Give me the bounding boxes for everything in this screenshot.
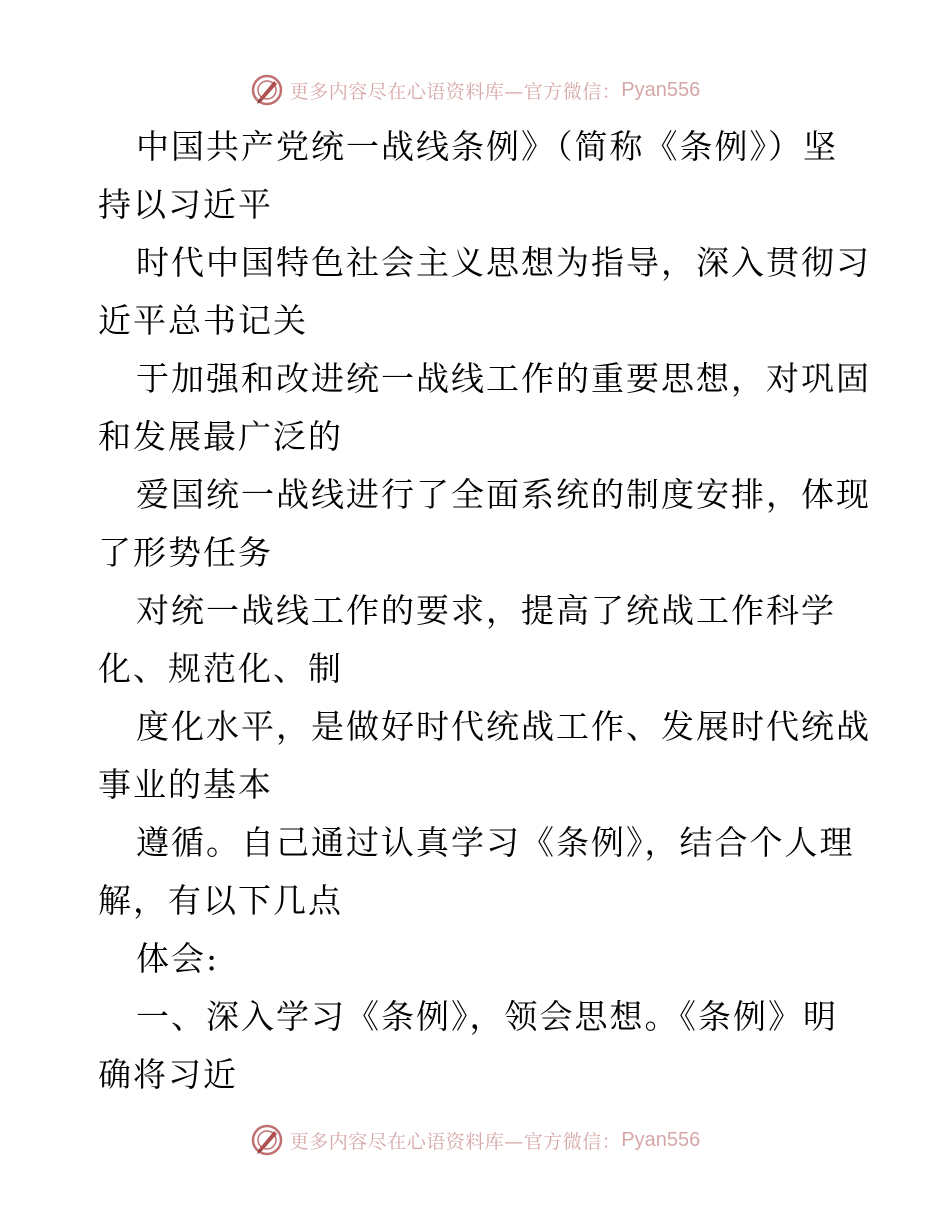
- watermark-text: 更多内容尽在心语资料库—官方微信：: [289, 1130, 622, 1153]
- text-line: 化、规范化、制: [98, 649, 343, 688]
- text-line: 一、深入学习《条例》，领会思想。《条例》明: [136, 997, 838, 1036]
- pen-logo-icon: [250, 1123, 284, 1157]
- text-line: 解，有以下几点: [98, 881, 343, 920]
- text-line: 了形势任务: [98, 533, 273, 572]
- text-line: 持以习近平: [98, 185, 273, 224]
- document-body: [98, 118, 871, 1104]
- text-line: 于加强和改进统一战线工作的重要思想，对巩固: [136, 359, 871, 398]
- footer-watermark: [0, 1120, 950, 1160]
- watermark-wechat-id: Pyan556: [621, 78, 701, 101]
- watermark-text: 更多内容尽在心语资料库—官方微信：: [289, 80, 622, 103]
- header-watermark: [0, 70, 950, 110]
- text-line: 事业的基本: [98, 765, 273, 804]
- text-line: 中国共产党统一战线条例》（简称《条例》）坚: [136, 127, 838, 166]
- text-line: 遵循。自己通过认真学习《条例》，结合个人理: [136, 823, 855, 862]
- text-line: 时代中国特色社会主义思想为指导，深入贯彻习: [136, 243, 871, 282]
- text-line: 近平总书记关: [98, 301, 308, 340]
- text-line: 和发展最广泛的: [98, 417, 343, 456]
- text-line: 爱国统一战线进行了全面系统的制度安排，体现: [136, 475, 871, 514]
- watermark-wechat-id: Pyan556: [621, 1128, 701, 1151]
- text-line: 体会:: [136, 939, 220, 978]
- text-line: 确将习近: [98, 1055, 238, 1094]
- pen-logo-icon: [250, 73, 284, 107]
- text-line: 度化水平，是做好时代统战工作、发展时代统战: [136, 707, 871, 746]
- text-line: 对统一战线工作的要求，提高了统战工作科学: [136, 591, 836, 630]
